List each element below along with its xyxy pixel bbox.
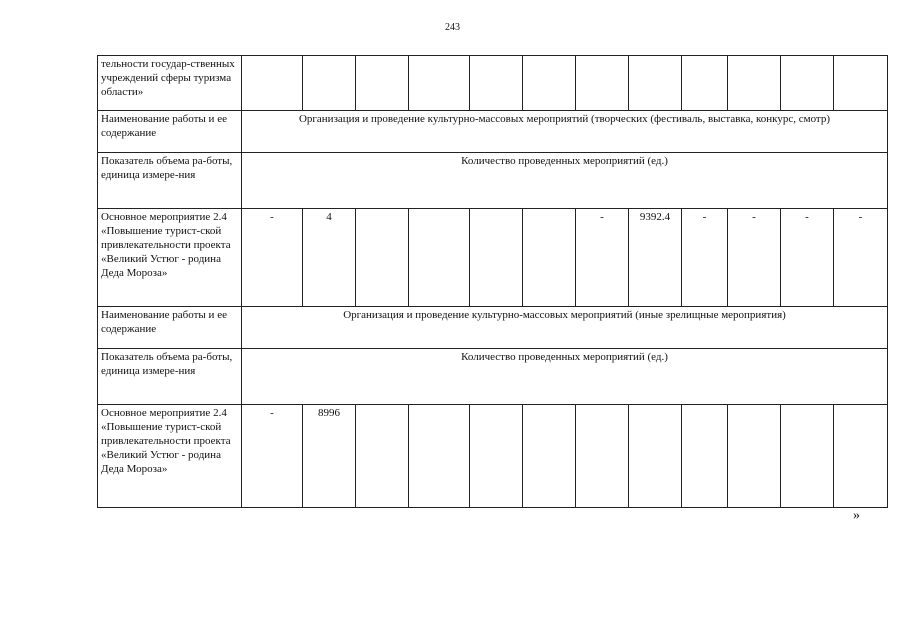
data-table bbox=[97, 55, 888, 508]
value-cell: - bbox=[834, 209, 888, 307]
value-cell bbox=[409, 405, 470, 508]
value-cell bbox=[781, 56, 834, 111]
value-cell bbox=[728, 56, 781, 111]
value-cell bbox=[834, 405, 888, 508]
page-number: 243 bbox=[445, 22, 460, 33]
value-cell bbox=[356, 209, 409, 307]
table-row bbox=[98, 209, 888, 307]
value-cell bbox=[303, 56, 356, 111]
table-row bbox=[98, 405, 888, 508]
row-label: Основное мероприятие 2.4 «Повышение турист-ской привлекательности проекта «Великий Устюг - родина Деда Мороза» bbox=[98, 405, 242, 508]
value-cell bbox=[728, 405, 781, 508]
value-cell bbox=[523, 56, 576, 111]
value-cell bbox=[682, 405, 728, 508]
value-cell: - bbox=[242, 405, 303, 508]
table-row bbox=[98, 56, 888, 111]
row-label: Показатель объема ра-боты, единица измере-ния bbox=[98, 349, 242, 405]
table-row bbox=[98, 153, 888, 209]
table-row bbox=[98, 349, 888, 405]
value-cell: 8996 bbox=[303, 405, 356, 508]
value-cell bbox=[682, 56, 728, 111]
value-cell: - bbox=[242, 209, 303, 307]
value-cell bbox=[356, 56, 409, 111]
row-description: Организация и проведение культурно-массовых мероприятий (иные зрелищные мероприятия) bbox=[242, 307, 888, 349]
value-cell bbox=[470, 405, 523, 508]
closing-quote-mark: » bbox=[853, 508, 860, 523]
value-cell bbox=[523, 209, 576, 307]
value-cell bbox=[629, 405, 682, 508]
row-description: Организация и проведение культурно-массовых мероприятий (творческих (фестиваль, выставка, конкурс, смотр) bbox=[242, 111, 888, 153]
value-cell bbox=[523, 405, 576, 508]
row-label: Наименование работы и ее содержание bbox=[98, 111, 242, 153]
table-row bbox=[98, 111, 888, 153]
value-cell: - bbox=[728, 209, 781, 307]
value-cell: 4 bbox=[303, 209, 356, 307]
value-cell: - bbox=[576, 209, 629, 307]
row-label: Наименование работы и ее содержание bbox=[98, 307, 242, 349]
value-cell bbox=[242, 56, 303, 111]
value-cell: - bbox=[682, 209, 728, 307]
row-label: тельности государ-ственных учреждений сферы туризма области» bbox=[98, 56, 242, 111]
value-cell bbox=[834, 56, 888, 111]
value-cell: 9392.4 bbox=[629, 209, 682, 307]
value-cell bbox=[781, 405, 834, 508]
value-cell bbox=[576, 405, 629, 508]
value-cell bbox=[629, 56, 682, 111]
row-label: Основное мероприятие 2.4 «Повышение турист-ской привлекательности проекта «Великий Устюг - родина Деда Мороза» bbox=[98, 209, 242, 307]
row-description: Количество проведенных мероприятий (ед.) bbox=[242, 153, 888, 209]
value-cell bbox=[409, 56, 470, 111]
value-cell bbox=[356, 405, 409, 508]
value-cell bbox=[470, 209, 523, 307]
value-cell bbox=[576, 56, 629, 111]
row-label: Показатель объема ра-боты, единица измере-ния bbox=[98, 153, 242, 209]
value-cell bbox=[470, 56, 523, 111]
value-cell bbox=[409, 209, 470, 307]
table-row bbox=[98, 307, 888, 349]
value-cell: - bbox=[781, 209, 834, 307]
row-description: Количество проведенных мероприятий (ед.) bbox=[242, 349, 888, 405]
